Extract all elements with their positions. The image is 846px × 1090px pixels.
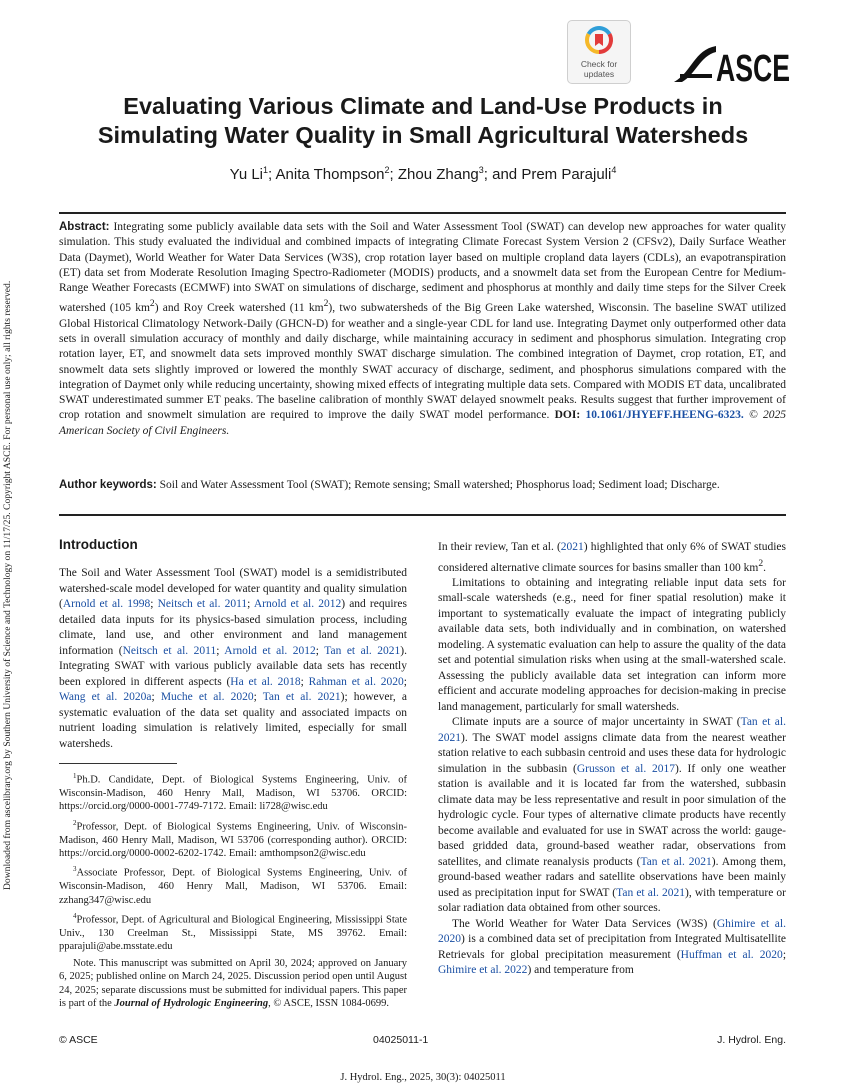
asce-logo [672,44,790,90]
journal-name: Journal of Hydrologic Engineering [114,998,269,1010]
author-separator: ; [389,166,398,183]
citation-link[interactable]: Neitsch et al. 2011 [122,644,217,657]
body-text: ; [247,598,254,610]
paper-title [60,92,786,150]
footnote [59,863,407,907]
body-text: ). The SWAT model assigns climate data from the nearest weather station relative to each subbasin centroid and uses these data for hydrologic simulation in the subbasin ( [438,731,786,775]
citation-link[interactable]: Wang et al. 2020a [59,691,152,703]
check-for-updates-badge[interactable] [567,20,631,84]
author-name: Yu Li [229,166,264,183]
author-separator: ; and [483,166,522,183]
footer-journal: J. Hydrol. Eng. [717,1034,786,1046]
citation-link[interactable]: Tan et al. 2021 [616,886,686,899]
body-text: ; [151,691,161,703]
check-updates-line2: updates [583,68,615,79]
body-text: ; [150,598,158,610]
author-name: Prem Parajuli [521,166,612,183]
body-paragraph [438,540,786,576]
citation-link[interactable]: Ha et al. 2018 [230,675,301,688]
doi-link[interactable]: 10.1061/JHYEFF.HEENG-6323. [585,409,744,422]
title-line-2: Simulating Water Quality in Small Agricultural Watersheds [97,122,749,148]
body-paragraph [438,917,786,979]
note-text: Note. This manuscript was submitted on April 30, 2024; approved on January 6, 2025; published online on March 24, 2025. Discussion period open until August 24, 2025; separate discussions must be submitted for individual papers. This paper is part of the [59,957,407,1010]
author-list [60,165,786,183]
citation-link[interactable]: Neitsch et al. 2011 [157,598,248,610]
body-text: Limitations to obtaining and integrating reliable input data sets for small-scale watersheds (e.g., need for finer spatial resolution) make it important to systematically evaluate the impact of integrating publicly available data sets, both individually and in combination, on watershed modeling. A systematic evaluation can help to assure the quality of the data set and potential simulation risks when using at the small-watershed scale. Assessing the publicly available data set integration can inform more efficient and accurate modeling approaches for decision-making in precise land management, particularly for small watersheds. [438,576,786,713]
citation-link[interactable]: Grusson et al. 2017 [576,762,676,775]
footnote-rule [59,763,177,764]
body-text: ; [300,675,309,688]
citation-link[interactable]: Arnold et al. 2012 [253,598,342,610]
footnote-text: Professor, Dept. of Biological Systems Engineering, Univ. of Wisconsin-Madison, 460 Henry Mall, Madison, WI 53706 (corresponding author). ORCID: https://orcid.org/0000-0002-6202-1742. Email: amthompson2@wisc.edu [59,821,407,860]
body-paragraph [438,715,786,917]
footer-publisher: © ASCE [59,1034,98,1046]
citation-link[interactable]: Arnold et al. 2012 [224,644,316,657]
footer-page-id: 04025011-1 [373,1034,429,1046]
side-note-text: Downloaded from ascelibrary.org by Southern University of Science and Technology on 11/17/25. Copyright ASCE. For personal use only; all rights reserved. [2,280,13,890]
right-column [438,540,786,979]
citation-link[interactable]: Rahman et al. 2020 [308,675,404,688]
keywords-label: Author keywords: [59,479,157,491]
footnote-text: Associate Professor, Dept. of Biological Systems Engineering, Univ. of Wisconsin-Madison, 460 Henry Mall, Madison, WI 53706. Email: zzhang347@wisc.edu [59,867,407,906]
superscript: 2 [758,557,764,569]
title-line-1: Evaluating Various Climate and Land-Use Products in [123,93,723,119]
side-copyright-note [0,190,18,890]
body-text: ), with temperature or solar radiation data obtained from other sources. [438,886,786,915]
abstract-label: Abstract: [59,221,110,233]
footnote [59,910,407,954]
abstract [59,220,786,439]
abstract-copyright: © 2025 American Society of Civil Engineers. [59,409,787,437]
author-name: Zhou Zhang [397,166,479,183]
left-column [59,536,407,752]
footnote-number: 4 [73,912,77,921]
footnote-number: 2 [73,818,77,827]
superscript: 2 [323,298,329,310]
keywords-bottom-rule [59,514,786,516]
keywords-text: Soil and Water Assessment Tool (SWAT); Remote sensing; Small watershed; Phosphorus load; Sediment load; Discharge. [159,479,720,491]
author-affiliation-number: 4 [611,165,617,175]
intro-paragraph [59,566,407,752]
author-affiliation-number: 1 [263,165,269,175]
abstract-text: Integrating some publicly available data sets with the Soil and Water Assessment Tool (SWAT) can develop new approaches for water quality simulation. This study evaluated the individual and combined impacts of integrating Climate Forecast System Version 2 (CFSv2), Daily Surface Weather Data (Daymet), World Weather for Water Data Services (W3S), crop rotation layer based on multiple cropland data layers (CDLs), an evapotranspiration (ET) data set from Moderate Resolution Imaging Spectro-Radiometer (MODIS) products, and a snowmelt data set from the European Centre for Medium-Range Weather Forecasts (ECMWF) into SWAT on simulations of discharge, sediment and phosphorus at monthly and daily time steps for the Silver Creek watershed (105 km [59,221,787,315]
citation-link[interactable]: Tan et al. 2021 [324,644,401,657]
body-paragraph [438,576,786,716]
author-affiliation-number: 3 [478,165,484,175]
abstract-text: ) and Roy Creek watershed (11 km [154,302,324,315]
footnote-number: 1 [73,772,77,780]
author-separator: ; [268,166,276,183]
asce-logo-text: ASCE [716,48,790,90]
citation-link[interactable]: Tan et al. 2021 [438,716,786,744]
body-text: ) and requires detailed data inputs for its physics-based simulation process, including climate, land use, and other environment and land management information ( [59,598,407,657]
note-text: , © ASCE, ISSN 1084-0699. [268,998,390,1010]
body-text: ) highlighted that only 6% of SWAT studies considered alternative climate sources for basins smaller than 100 km [438,541,786,574]
body-text: ; [403,675,407,688]
body-text: ; [253,691,263,703]
check-updates-line1: Check for [580,59,618,69]
citation-link[interactable]: Arnold et al. 1998 [62,598,151,610]
footnotes [59,770,407,1014]
body-text: ; [315,644,325,657]
footnote-text: Ph.D. Candidate, Dept. of Biological Systems Engineering, Univ. of Wisconsin-Madison, 460 Henry Mall, Madison, WI 53706. ORCID: https://orcid.org/0000-0001-7749-7172. Email: li728@wisc.edu [59,774,407,813]
abstract-text: ), two subwatersheds of the Big Green Lake watershed, Wisconsin. The baseline SWAT utilized Global Historical Climatology Network-Daily (GHCN-D) for weather and a single-year CDL for land use. Integrating Daymet only outperformed other data sets in overall simulation accuracy of monthly and daily discharge, while maintaining accuracy in sediment and phosphorus simulation. Integrating crop rotation layer, ET, and snowmelt data sets improved monthly SWAT discharge simulation. The combined integration of Daymet, crop rotation, ET, and snowmelt data sets slightly improved or lowered the monthly SWAT accuracy of discharge, sediment, and phosphorus simulations compared with the integration of Daymet only while reducing uncertainty, showing mixed effects of integrating multiple data sets. Compared with MODIS ET data, uncalibrated SWAT underestimated summer ET peaks. The baseline calibration of monthly SWAT delayed snowmelt peaks. Results suggest that further improvement of crop rotation and snowmelt simulation are required to improve the daily SWAT model performance. [59,302,786,422]
superscript: 2 [149,298,155,310]
body-text: ). Among them, ground-based weather radars and satellite observations have been mainly used as precipitation input for SWAT ( [438,855,786,899]
doi-label: DOI: [554,409,581,422]
author-name: Anita Thompson [275,166,385,183]
citation-link[interactable]: Ghimire et al. 2022 [438,964,528,977]
citation-reference: J. Hydrol. Eng., 2025, 30(3): 04025011 [340,1072,506,1083]
submission-note [59,957,407,1011]
citation-link[interactable]: 2021 [560,541,584,553]
citation-link[interactable]: Ghimire et al. 2020 [438,917,786,946]
introduction-heading: Introduction [59,537,138,552]
body-text: ) and temperature from [527,964,634,977]
footnote [59,817,407,861]
citation-link[interactable]: Muche et al. 2020 [160,691,254,703]
footnote-number: 3 [73,865,77,874]
body-text: Climate inputs are a source of major uncertainty in SWAT ( [452,716,741,729]
citation-link[interactable]: Tan et al. 2021 [640,855,712,868]
body-text: ) is a combined data set of precipitation from Integrated Multisatellite Retrievals for global precipitation measurement ( [438,933,786,961]
footnote-text: Professor, Dept. of Agricultural and Biological Engineering, Mississippi State Univ., 130 Creelman St., Mississippi State, MS 39762. Email: pparajuli@abe.msstate.edu [59,914,407,953]
body-text: ; [782,948,787,961]
bookmark-ring-icon [584,25,614,55]
citation-link[interactable]: Huffman et al. 2020 [680,948,783,961]
abstract-top-rule [59,212,786,214]
body-text: The Soil and Water Assessment Tool (SWAT) model is a semidistributed watershed-scale model developed for water quantity and quality simulation ( [59,567,407,610]
body-text: . [763,561,766,574]
body-text: In their review, Tan et al. ( [438,541,561,553]
body-text: ). Integrating SWAT with various publicly available data sets has recently been explored in different aspects ( [59,644,407,688]
body-text: ; [216,644,225,657]
citation-link[interactable]: Tan et al. 2021 [262,691,341,703]
footnote [59,770,407,814]
body-text: ); however, a systematic evaluation of the data set quality and associated impacts on nutrient loading simulation is relatively limited, especially for small watersheds. [59,691,407,750]
body-text: The World Weather for Water Data Services (W3S) ( [452,917,717,930]
author-affiliation-number: 2 [384,165,390,175]
author-keywords [59,478,786,493]
body-text: ). If only one weather station is available and it is located far from the watershed, subbasin climate data may be less representative and result in poor simulation of the hydrologic cycle. Four types of alternative climate products have recently become available and evaluated for use in SWAT across the world: gauge-based gridded data, ground-based weather radar, observations from satellites, and climate reanalysis products ( [438,762,786,868]
